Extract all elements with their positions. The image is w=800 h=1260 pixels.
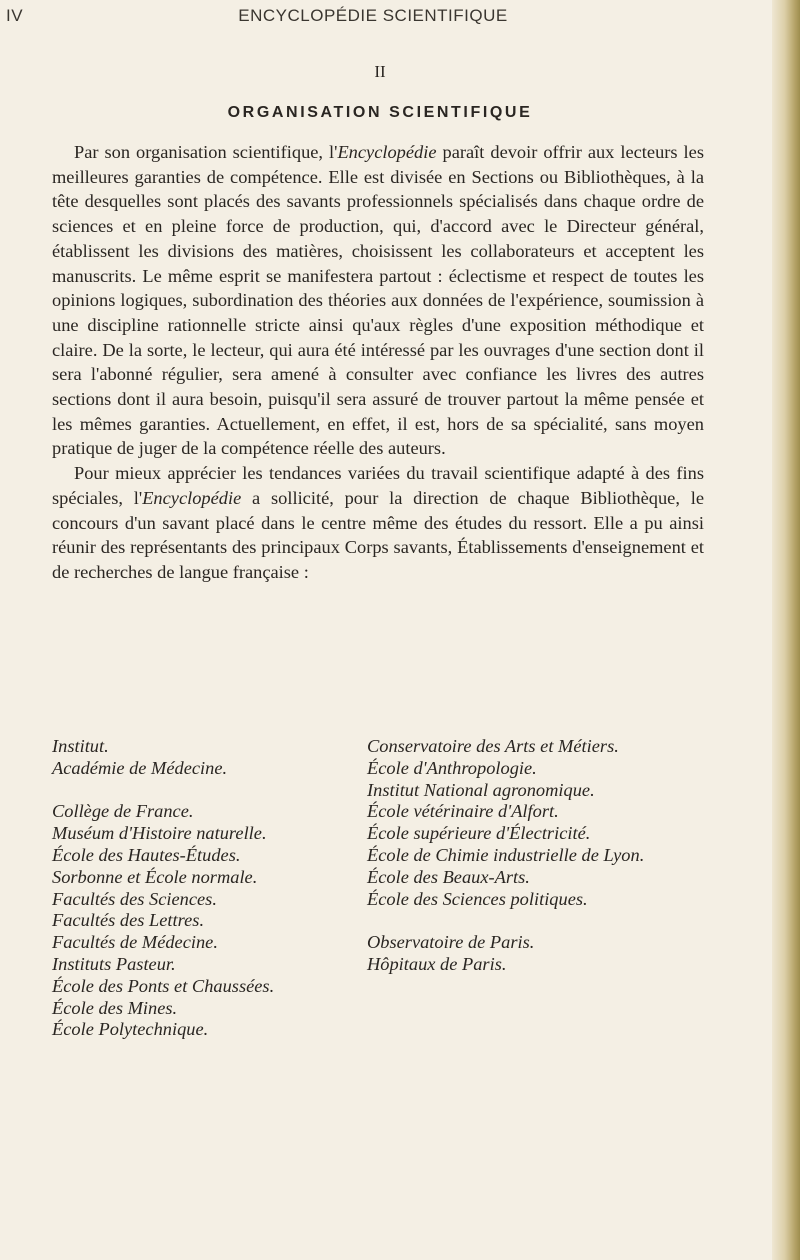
list-item: Institut. bbox=[52, 736, 109, 756]
section-number: II bbox=[374, 62, 386, 81]
list-item: Facultés des Lettres. bbox=[52, 910, 205, 931]
list-item: Conservatoire des Arts et Métiers. bbox=[367, 736, 619, 756]
paragraph-2: Pour mieux apprécier les tendances variées du travail scientifique adapté à des fins spéciales, l'Encyclopédie a sollicité, pour la direction de chaque Bibliothèque, le concours d'un savant placé dans le centre même des études du ressort. Elle a pu ainsi réunir des représentants des principaux Corps savants, Établissements d'enseignement et de recherches de langue française : bbox=[52, 463, 704, 582]
list-item: Hôpitaux de Paris. bbox=[367, 953, 507, 974]
institutions-list-right bbox=[367, 736, 707, 976]
page-edge bbox=[772, 0, 800, 1260]
list-item: Académie de Médecine. bbox=[52, 757, 228, 778]
list-item: Facultés de Médecine. bbox=[52, 932, 218, 953]
list-item: Muséum d'Histoire naturelle. bbox=[52, 823, 267, 844]
running-header bbox=[6, 6, 740, 32]
list-item: École vétérinaire d'Alfort. bbox=[367, 801, 559, 822]
list-item: Sorbonne et École normale. bbox=[52, 866, 258, 887]
body-text bbox=[52, 140, 704, 585]
list-item: Collège de France. bbox=[52, 801, 194, 822]
list-item: École Polytechnique. bbox=[52, 1019, 209, 1040]
list-item: École des Ponts et Chaussées. bbox=[52, 975, 275, 996]
list-item: Instituts Pasteur. bbox=[52, 953, 176, 974]
encyclopedie-title: Encyclopédie bbox=[337, 142, 437, 162]
list-item: Institut National agronomique. bbox=[367, 779, 595, 800]
list-item: École de Chimie industrielle de Lyon. bbox=[367, 844, 645, 865]
list-item: École des Beaux-Arts. bbox=[367, 866, 530, 887]
encyclopedie-title: Encyclopédie bbox=[142, 487, 242, 508]
institutions-list-left bbox=[52, 736, 352, 1041]
list-item: Facultés des Sciences. bbox=[52, 888, 217, 909]
paragraph-1: Par son organisation scientifique, l'Encyclopédie paraît devoir offrir aux lecteurs les meilleures garanties de compétence. Elle est divisée en Sections ou Bibliothèques, à la tête desquelles sont placés des savants professionnels spécialisés dans chaque ordre de sciences et en pleine force de production, qui, d'accord avec le Directeur général, établissent les divisions des matières, choisissent les collaborateurs et acceptent les manuscrits. Le même esprit se manifestera partout : éclectisme et respect de toutes les opinions logiques, subordination des théories aux données de l'expérience, soumission à une discipline rationnelle stricte ainsi qu'aux règles d'une exposition méthodique et claire. De la sorte, le lecteur, qui aura été intéressé par les ouvrages d'une section dont il sera l'abonné régulier, sera amené à consulter avec confiance les livres des autres sections dont il aura besoin, puisqu'il sera assuré de trouver partout la même pensée et les mêmes garanties. Actuellement, en effet, il est, hors de sa spécialité, sans moyen pratique de juger de la compétence réelle des auteurs. bbox=[52, 142, 704, 459]
list-item: École supérieure d'Électricité. bbox=[367, 823, 591, 844]
list-item: École des Sciences politiques. bbox=[367, 888, 588, 909]
list-item: École des Mines. bbox=[52, 997, 178, 1018]
section-title: ORGANISATION SCIENTIFIQUE bbox=[227, 104, 533, 121]
list-item: Observatoire de Paris. bbox=[367, 932, 535, 953]
list-item: École d'Anthropologie. bbox=[367, 757, 537, 778]
page-number: IV bbox=[6, 6, 24, 25]
list-item: École des Hautes-Études. bbox=[52, 844, 241, 865]
running-title: ENCYCLOPÉDIE SCIENTIFIQUE bbox=[238, 6, 508, 25]
